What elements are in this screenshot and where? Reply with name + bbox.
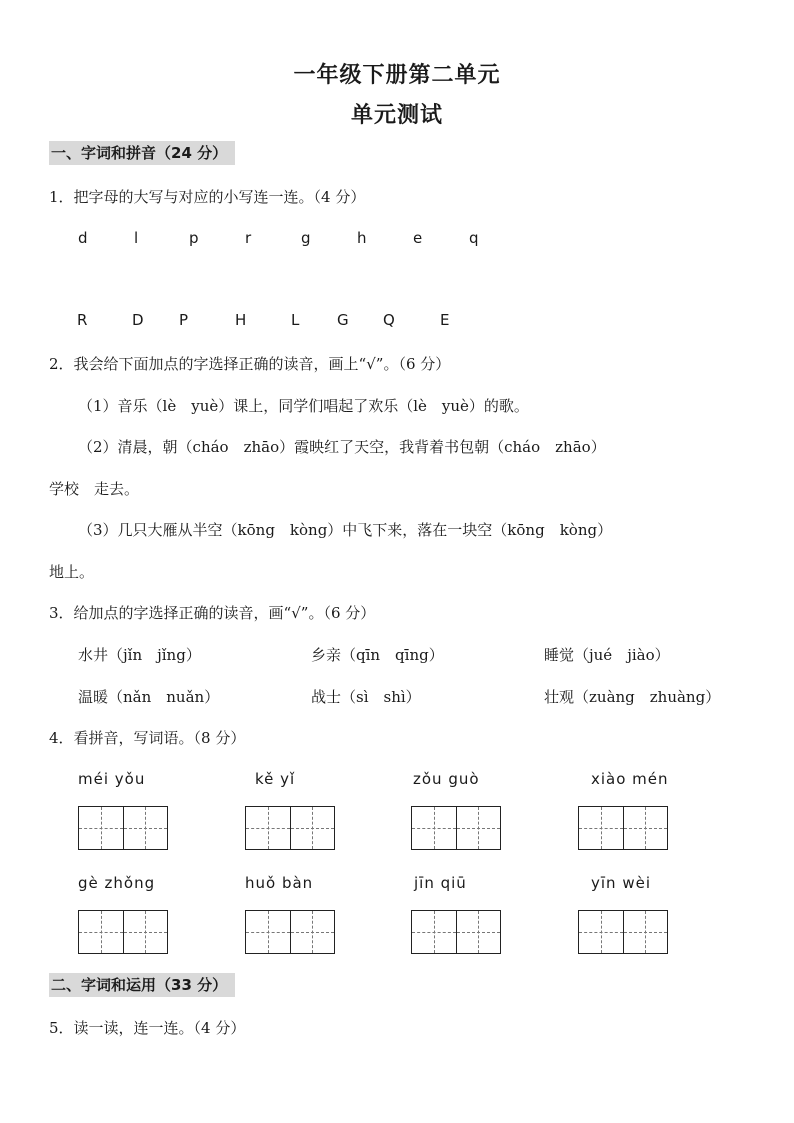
question-1: 1．把字母的大写与对应的小写连一连。（4 分） (49, 188, 366, 206)
pinyin-label: méi yǒu (78, 770, 146, 788)
uppercase-letter: R (77, 311, 88, 329)
section-heading-2: 二、字词和运用（33 分） (49, 973, 235, 997)
question-2-line-2-cont: 学校 走去。 (49, 480, 140, 498)
pinyin-label: gè zhǒng (78, 874, 156, 892)
pinyin-label: yīn wèi (591, 874, 651, 892)
page-subtitle: 单元测试 (350, 102, 443, 128)
lowercase-letter: l (134, 229, 139, 247)
question-3-item: 战士（sì shì） (311, 688, 421, 706)
uppercase-letter: D (132, 311, 144, 329)
pinyin-label: huǒ bàn (245, 874, 314, 892)
question-2: 2．我会给下面加点的字选择正确的读音，画上“√”。（6 分） (49, 355, 451, 373)
lowercase-letter: h (357, 229, 367, 247)
question-3-item: 壮观（zuàng zhuàng） (544, 688, 721, 706)
lowercase-letter: d (78, 229, 88, 247)
lowercase-letter: e (413, 229, 423, 247)
writing-grid[interactable] (411, 910, 501, 954)
lowercase-letter: r (245, 229, 252, 247)
question-3: 3．给加点的字选择正确的读音，画“√”。（6 分） (49, 604, 376, 622)
pinyin-label: zǒu guò (413, 770, 480, 788)
writing-grid[interactable] (578, 806, 668, 850)
writing-grid[interactable] (78, 806, 168, 850)
uppercase-letter: L (291, 311, 300, 329)
pinyin-label: kě yǐ (255, 770, 296, 788)
writing-grid[interactable] (578, 910, 668, 954)
writing-grid[interactable] (245, 806, 335, 850)
uppercase-letter: H (235, 311, 247, 329)
question-3-item: 睡觉（jué jiào） (544, 646, 670, 664)
uppercase-letter: G (337, 311, 349, 329)
question-2-line-3: （3）几只大雁从半空（kōng kòng）中飞下来，落在一块空（kōng kòng） (78, 521, 613, 539)
writing-grid[interactable] (245, 910, 335, 954)
lowercase-letter: p (189, 229, 199, 247)
question-3-item: 乡亲（qīn qīng） (311, 646, 444, 664)
page-title: 一年级下册第二单元 (293, 62, 501, 88)
question-2-line-1: （1）音乐（lè yuè）课上，同学们唱起了欢乐（lè yuè）的歌。 (78, 397, 529, 415)
question-2-line-2: （2）清晨，朝（cháo zhāo）霞映红了天空，我背着书包朝（cháo zhāo） (78, 438, 606, 456)
question-2-line-3-cont: 地上。 (49, 563, 95, 581)
uppercase-letter: P (179, 311, 189, 329)
writing-grid[interactable] (411, 806, 501, 850)
pinyin-label: jīn qiū (414, 874, 467, 892)
lowercase-letter: q (469, 229, 479, 247)
uppercase-letter: Q (383, 311, 395, 329)
section-heading-1: 一、字词和拼音（24 分） (49, 141, 235, 165)
writing-grid[interactable] (78, 910, 168, 954)
pinyin-label: xiào mén (591, 770, 669, 788)
lowercase-letter: g (301, 229, 311, 247)
question-4: 4．看拼音，写词语。（8 分） (49, 729, 246, 747)
question-3-item: 温暖（nǎn nuǎn） (78, 688, 220, 706)
question-3-item: 水井（jǐn jǐng） (78, 646, 201, 664)
question-5: 5．读一读，连一连。（4 分） (49, 1019, 246, 1037)
uppercase-letter: E (440, 311, 450, 329)
